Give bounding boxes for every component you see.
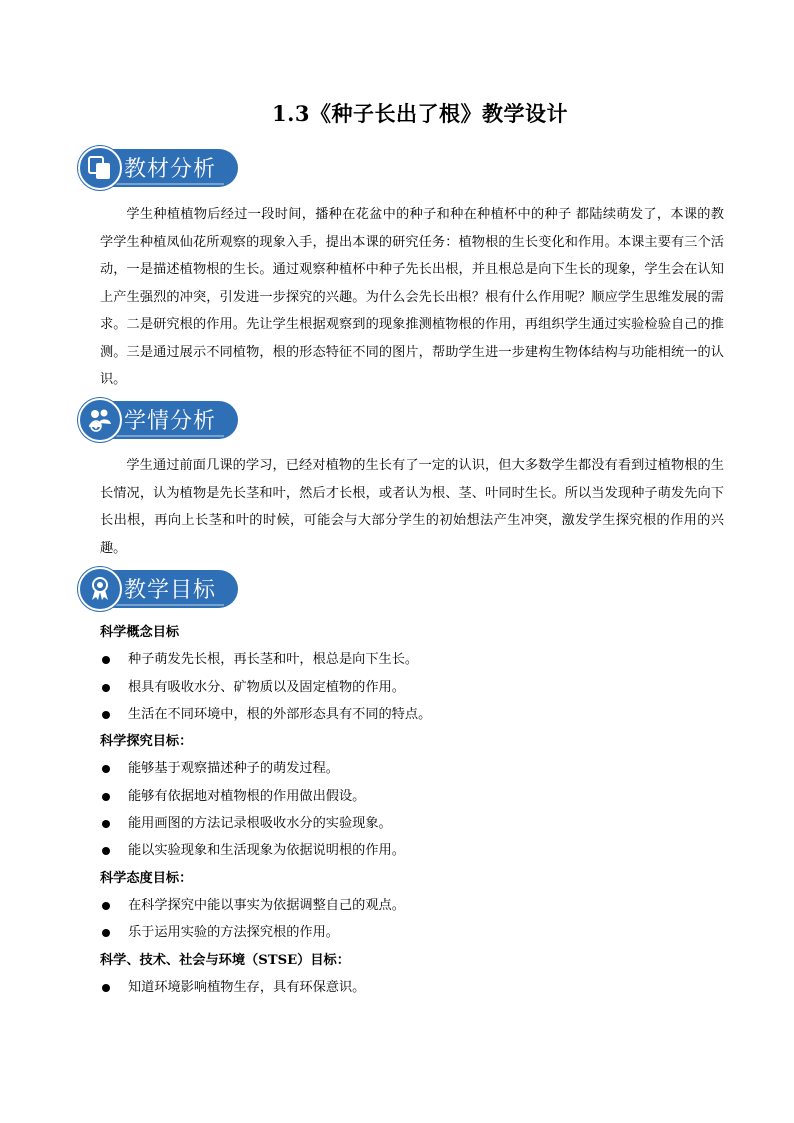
objective-group-title: 科学、技术、社会与环境（STSE）目标： <box>100 952 350 968</box>
student-analysis-paragraph: 学生通过前面几课的学习，已经对植物的生长有了一定的认识，但大多数学生都没有看到过植物根的生长情况，认为植物是先长茎和叶，然后才长根，或者认为根、茎、叶同时生长。所以当发现种子萌发先向下长出根，再向上长茎和叶的时候，可能会与大部分学生的初始想法产生冲突，激发学生探究根的作用的兴趣。 <box>100 458 724 556</box>
students-icon <box>78 398 122 442</box>
list-item: 在科学探究中能以事实为依据调整自己的观点。 <box>100 892 724 919</box>
section-heading-label: 教材分析 <box>124 157 217 182</box>
list-item: 能以实验现象和生活现象为依据说明根的作用。 <box>100 837 724 864</box>
bullet-icon <box>102 765 110 773</box>
objective-group-title: 科学态度目标： <box>100 870 193 886</box>
objectives-list <box>100 619 724 1001</box>
textbook-analysis-paragraph: 学生种植植物后经过一段时间，播种在花盆中的种子和种在种植杯中的种子 都陆续萌发了，本课的教学学生种植凤仙花所观察的现象入手，提出本课的研究任务：植物根的生长变化和作用。本课主要有三个活动，一是描述植物根的生长。通过观察种植杯中种子先长出根，并且根总是向下生长的现象，学生会在认知上产生强烈的冲突，引发进一步探究的兴趣。为什么会先长出根？根有什么作用呢？顺应学生思维发展的需求。二是研究根的作用。先让学生根据观察到的现象推测植物根的作用，再组织学生通过实验检验自己的推测。三是通过展示不同植物，根的形态特征不同的图片，帮助学生进一步建构生物体结构与功能相统一的认识。 <box>100 207 724 387</box>
section-heading-label: 学情分析 <box>124 409 217 434</box>
bullet-icon <box>102 820 110 828</box>
bullet-icon <box>102 929 110 937</box>
page-title: 1.3《种子长出了根》教学设计 <box>271 101 569 126</box>
list-item: 生活在不同环境中，根的外部形态具有不同的特点。 <box>100 701 724 728</box>
list-item: 能用画图的方法记录根吸收水分的实验现象。 <box>100 810 724 837</box>
bullet-icon <box>102 902 110 910</box>
list-item: 乐于运用实验的方法探究根的作用。 <box>100 919 724 946</box>
list-item: 能够基于观察描述种子的萌发过程。 <box>100 755 724 782</box>
award-ribbon-icon <box>78 567 122 611</box>
objective-group-title: 科学概念目标 <box>100 625 180 640</box>
bullet-icon <box>102 847 110 855</box>
objective-group-title: 科学探究目标： <box>100 734 193 750</box>
bullet-icon <box>102 711 110 719</box>
list-item: 能够有依据地对植物根的作用做出假设。 <box>100 783 724 810</box>
section-heading-student-analysis <box>78 398 238 442</box>
bullet-icon <box>102 656 110 664</box>
list-item: 种子萌发先长根，再长茎和叶，根总是向下生长。 <box>100 646 724 673</box>
section-heading-teaching-objectives <box>78 567 238 611</box>
list-item: 根具有吸收水分、矿物质以及固定植物的作用。 <box>100 674 724 701</box>
list-item: 知道环境影响植物生存，具有环保意识。 <box>100 974 724 1001</box>
documents-icon <box>78 146 122 190</box>
bullet-icon <box>102 684 110 692</box>
bullet-icon <box>102 793 110 801</box>
bullet-icon <box>102 984 110 992</box>
section-heading-textbook-analysis <box>78 146 238 190</box>
section-heading-label: 教学目标 <box>124 578 217 603</box>
